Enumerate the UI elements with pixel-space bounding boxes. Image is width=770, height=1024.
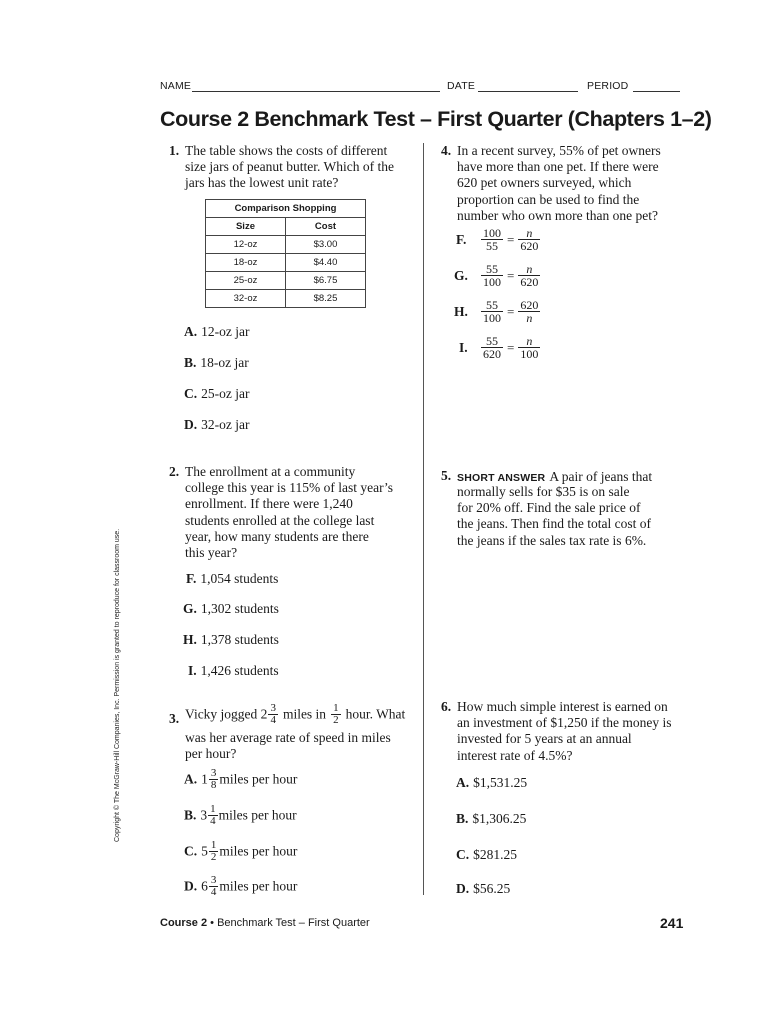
fraction: $\frac{1}{2}$ xyxy=(333,702,339,726)
date-label: DATE xyxy=(447,80,476,92)
fraction: $\frac{1}{4}$ xyxy=(210,803,216,827)
question-number: 4. xyxy=(441,143,452,158)
answer-option-c[interactable]: C. 5 $\frac{1}{2}$ miles per hour xyxy=(184,839,298,863)
name-line[interactable] xyxy=(192,91,440,92)
question-number: 2. xyxy=(169,464,180,479)
fraction: $\frac{55}{620}$ xyxy=(483,334,501,361)
short-answer-label: SHORT ANSWER xyxy=(457,472,546,484)
period-line[interactable] xyxy=(633,91,680,92)
answer-option-b[interactable]: B. 18-oz jar xyxy=(184,355,249,370)
answer-option-h[interactable]: H. 1,378 students xyxy=(183,632,279,647)
footer-bullet: • xyxy=(210,917,214,929)
answer-option-d[interactable]: D. 6 $\frac{3}{4}$ miles per hour xyxy=(184,874,298,898)
fraction: $\frac{55}{100}$ xyxy=(483,262,501,289)
answer-option-i[interactable]: I. $\frac{55}{620}$ = $\frac{n}{100}$ xyxy=(459,334,539,361)
answer-option-d[interactable]: D. 32-oz jar xyxy=(184,417,250,432)
footer-description: Benchmark Test – First Quarter xyxy=(217,917,370,929)
question-number: 3. xyxy=(169,711,180,726)
table-row xyxy=(206,272,366,290)
fraction: $\frac{n}{620}$ xyxy=(520,226,539,253)
table-row xyxy=(206,236,366,254)
answer-option-a[interactable]: A. 12-oz jar xyxy=(184,324,250,339)
question-text: In a recent survey, 55% of pet owners have more than one pet. If there were 620 pet owners surveyed, which proportion can be used to find the number who own more than one pet? xyxy=(457,143,661,223)
table-row xyxy=(206,254,366,272)
footer-course-name: Course 2 xyxy=(160,917,208,929)
fraction: $\frac{620}{n}$ xyxy=(520,298,539,325)
footer-course xyxy=(160,917,370,929)
table-cell: $8.25 xyxy=(285,290,365,308)
question-text: normally sells for $35 is on sale for 20% off. Find the sale price of the jeans. Then find the total cost of the jeans if the sales tax rate is 6%. xyxy=(457,484,651,548)
table-cell: 12-oz xyxy=(206,236,286,254)
answer-option-f[interactable]: F. $\frac{100}{55}$ = $\frac{n}{620}$ xyxy=(456,226,539,253)
date-line[interactable] xyxy=(478,91,578,92)
table-header-cost: Cost xyxy=(285,218,365,236)
table-row xyxy=(206,290,366,308)
question-number: 1. xyxy=(169,143,180,158)
question-text: was her average rate of speed in miles per hour? xyxy=(185,730,391,762)
comparison-table xyxy=(205,199,366,308)
fraction: $\frac{55}{100}$ xyxy=(483,298,501,325)
table-header-size: Size xyxy=(206,218,286,236)
answer-option-g[interactable]: G. $\frac{55}{100}$ = $\frac{n}{620}$ xyxy=(454,262,539,289)
question-text: How much simple interest is earned on an investment of $1,250 if the money is invested for 5 years at an annual interest rate of 4.5%? xyxy=(457,699,672,763)
table-cell: $4.40 xyxy=(285,254,365,272)
table-cell: 25-oz xyxy=(206,272,286,290)
question-first-line: SHORT ANSWER A pair of jeans that xyxy=(457,469,653,484)
fraction: $\frac{3}{4}$ xyxy=(210,874,217,898)
column-divider xyxy=(423,143,424,895)
table-cell: 32-oz xyxy=(206,290,286,308)
page-number: 241 xyxy=(660,915,684,931)
answer-option-i[interactable]: I. 1,426 students xyxy=(188,663,279,678)
page-title: Course 2 Benchmark Test – First Quarter (Chapters 1–2) xyxy=(160,107,712,131)
answer-option-c[interactable]: C. 25-oz jar xyxy=(184,386,250,401)
fraction: $\frac{n}{100}$ xyxy=(520,334,539,361)
answer-option-c[interactable]: C. $281.25 xyxy=(456,847,517,862)
answer-option-f[interactable]: F. 1,054 students xyxy=(186,571,279,586)
answer-option-b[interactable]: B. $1,306.25 xyxy=(456,811,527,826)
fraction: $\frac{100}{55}$ xyxy=(483,226,501,253)
question-text: The table shows the costs of different size jars of peanut butter. Which of the jars has the lowest unit rate? xyxy=(185,143,394,191)
question-number: 5. xyxy=(441,468,452,483)
answer-option-d[interactable]: D. $56.25 xyxy=(456,881,511,896)
question-text: The enrollment at a community college this year is 115% of last year’s enrollment. If there were 1,240 students enrolled at the college last year, how many students are there this year? xyxy=(185,464,394,561)
answer-option-a[interactable]: A. $1,531.25 xyxy=(456,775,528,790)
answer-option-h[interactable]: H. $\frac{55}{100}$ = $\frac{620}{n}$ xyxy=(454,298,539,325)
table-cell: $6.75 xyxy=(285,272,365,290)
fraction: $\frac{3}{8}$ xyxy=(210,767,217,791)
table-caption: Comparison Shopping xyxy=(206,200,366,218)
answer-area[interactable] xyxy=(440,560,688,680)
copyright-note: Copyright © The McGraw-Hill Companies, Inc. Permission is granted to reproduce for classroom use. xyxy=(114,528,121,842)
table-cell: $3.00 xyxy=(285,236,365,254)
name-label: NAME xyxy=(160,80,192,92)
answer-option-b[interactable]: B. 3 $\frac{1}{4}$ miles per hour xyxy=(184,803,297,827)
answer-option-g[interactable]: G. 1,302 students xyxy=(183,601,279,616)
fraction: $\frac{3}{4}$ xyxy=(270,702,276,726)
fraction: $\frac{1}{2}$ xyxy=(210,839,217,863)
table-cell: 18-oz xyxy=(206,254,286,272)
period-label: PERIOD xyxy=(587,80,629,92)
fraction: $\frac{n}{620}$ xyxy=(520,262,539,289)
answer-option-a[interactable]: A. 1 $\frac{3}{8}$ miles per hour xyxy=(184,767,298,791)
question-number: 6. xyxy=(441,699,452,714)
question-text-line1: Vicky jogged 2 $\frac{3}{4}$ miles in $\frac{1}{2}$ hour. What xyxy=(185,702,406,726)
